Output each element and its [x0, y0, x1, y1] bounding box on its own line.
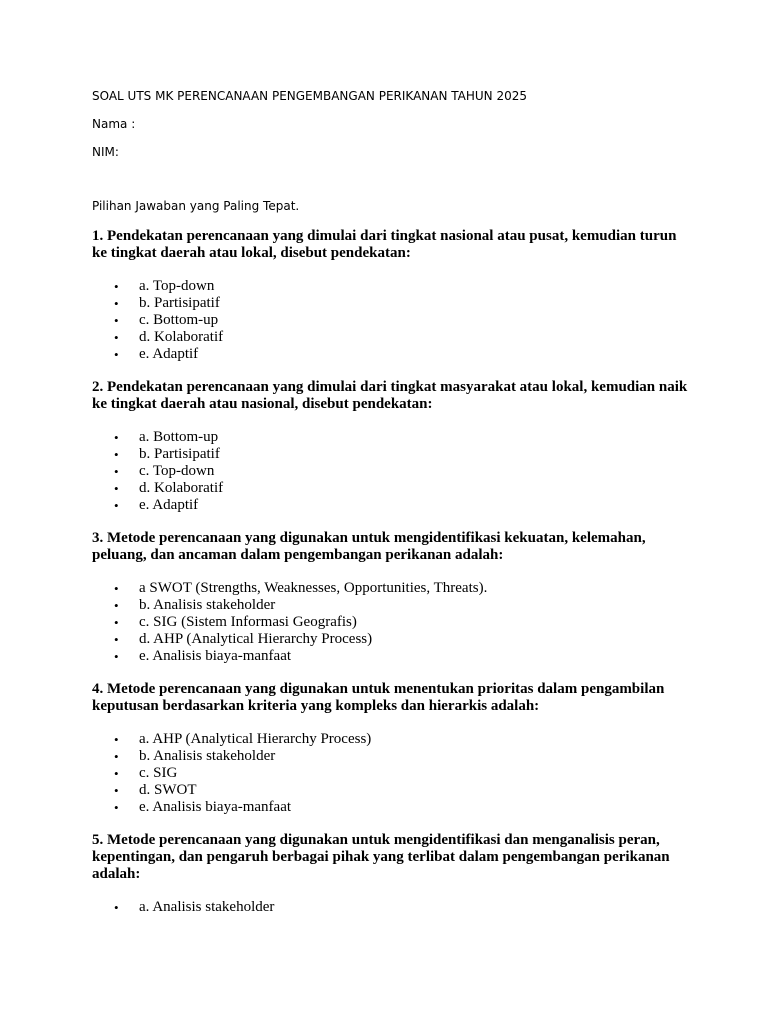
option-item	[92, 312, 692, 329]
question-4: 4. Metode perencanaan yang digunakan untuk menentukan prioritas dalam pengambilan keputusan berdasarkan kriteria yang kompleks dan hierarkis adalah:	[92, 681, 665, 714]
question-4-options	[92, 731, 692, 816]
option-item	[92, 782, 692, 799]
option-item	[92, 597, 692, 614]
bullet-icon: •	[114, 766, 119, 781]
option-text: b. Analisis stakeholder	[139, 597, 276, 613]
option-item	[92, 899, 692, 916]
option-text: a. Analisis stakeholder	[139, 899, 275, 915]
option-text: b. Analisis stakeholder	[139, 748, 276, 764]
option-item	[92, 648, 692, 665]
option-item	[92, 614, 692, 631]
option-item	[92, 463, 692, 480]
option-text: d. Kolaboratif	[139, 329, 224, 345]
option-item	[92, 748, 692, 765]
option-item	[92, 497, 692, 514]
question-1: 1. Pendekatan perencanaan yang dimulai dari tingkat nasional atau pusat, kemudian turun ke tingkat daerah atau lokal, disebut pendekatan:	[92, 228, 677, 261]
bullet-icon: •	[114, 464, 119, 479]
option-text: a. AHP (Analytical Hierarchy Process)	[139, 731, 372, 747]
option-text: c. SIG	[139, 765, 178, 781]
question-1-options	[92, 278, 692, 363]
bullet-icon: •	[114, 498, 119, 513]
option-text: a. Top-down	[139, 278, 215, 294]
bullet-icon: •	[114, 732, 119, 747]
bullet-icon: •	[114, 749, 119, 764]
question-5: 5. Metode perencanaan yang digunakan untuk mengidentifikasi dan menganalisis peran, kepentingan, dan pengaruh berbagai pihak yang terlibat dalam pengembangan perikanan adalah:	[92, 832, 670, 882]
option-text: a SWOT (Strengths, Weaknesses, Opportunities, Threats).	[139, 580, 488, 596]
bullet-icon: •	[114, 783, 119, 798]
document-page	[92, 88, 692, 916]
question-5-options	[92, 899, 692, 916]
bullet-icon: •	[114, 296, 119, 311]
option-item	[92, 765, 692, 782]
bullet-icon: •	[114, 481, 119, 496]
option-item	[92, 799, 692, 816]
option-text: e. Adaptif	[139, 497, 199, 513]
option-item	[92, 295, 692, 312]
bullet-icon: •	[114, 330, 119, 345]
bullet-icon: •	[114, 649, 119, 664]
option-text: d. SWOT	[139, 782, 197, 798]
option-item	[92, 446, 692, 463]
name-label: Nama :	[92, 117, 136, 131]
option-text: d. Kolaboratif	[139, 480, 224, 496]
option-text: a. Bottom-up	[139, 429, 219, 445]
question-2-options	[92, 429, 692, 514]
option-item	[92, 631, 692, 648]
option-text: c. Bottom-up	[139, 312, 219, 328]
option-item	[92, 346, 692, 363]
document-title: SOAL UTS MK PERENCANAAN PENGEMBANGAN PERIKANAN TAHUN 2025	[92, 89, 527, 103]
option-text: e. Analisis biaya-manfaat	[139, 799, 292, 815]
option-text: e. Adaptif	[139, 346, 199, 362]
question-3-options	[92, 580, 692, 665]
bullet-icon: •	[114, 347, 119, 362]
bullet-icon: •	[114, 447, 119, 462]
option-text: d. AHP (Analytical Hierarchy Process)	[139, 631, 373, 647]
bullet-icon: •	[114, 581, 119, 596]
bullet-icon: •	[114, 632, 119, 647]
bullet-icon: •	[114, 279, 119, 294]
option-text: b. Partisipatif	[139, 446, 220, 462]
option-item	[92, 278, 692, 295]
option-text: b. Partisipatif	[139, 295, 220, 311]
option-item	[92, 580, 692, 597]
bullet-icon: •	[114, 598, 119, 613]
option-text: c. SIG (Sistem Informasi Geografis)	[139, 614, 357, 630]
question-3: 3. Metode perencanaan yang digunakan untuk mengidentifikasi kekuatan, kelemahan, peluang, dan ancaman dalam pengembangan perikanan adalah:	[92, 530, 646, 563]
option-item	[92, 480, 692, 497]
nim-label: NIM:	[92, 145, 119, 159]
option-text: e. Analisis biaya-manfaat	[139, 648, 292, 664]
instruction-text: Pilihan Jawaban yang Paling Tepat.	[92, 199, 300, 213]
option-item	[92, 731, 692, 748]
option-item	[92, 429, 692, 446]
bullet-icon: •	[114, 430, 119, 445]
bullet-icon: •	[114, 800, 119, 815]
bullet-icon: •	[114, 313, 119, 328]
bullet-icon: •	[114, 615, 119, 630]
bullet-icon: •	[114, 900, 119, 915]
option-item	[92, 329, 692, 346]
question-2: 2. Pendekatan perencanaan yang dimulai dari tingkat masyarakat atau lokal, kemudian naik ke tingkat daerah atau nasional, disebut pendekatan:	[92, 379, 688, 412]
option-text: c. Top-down	[139, 463, 215, 479]
